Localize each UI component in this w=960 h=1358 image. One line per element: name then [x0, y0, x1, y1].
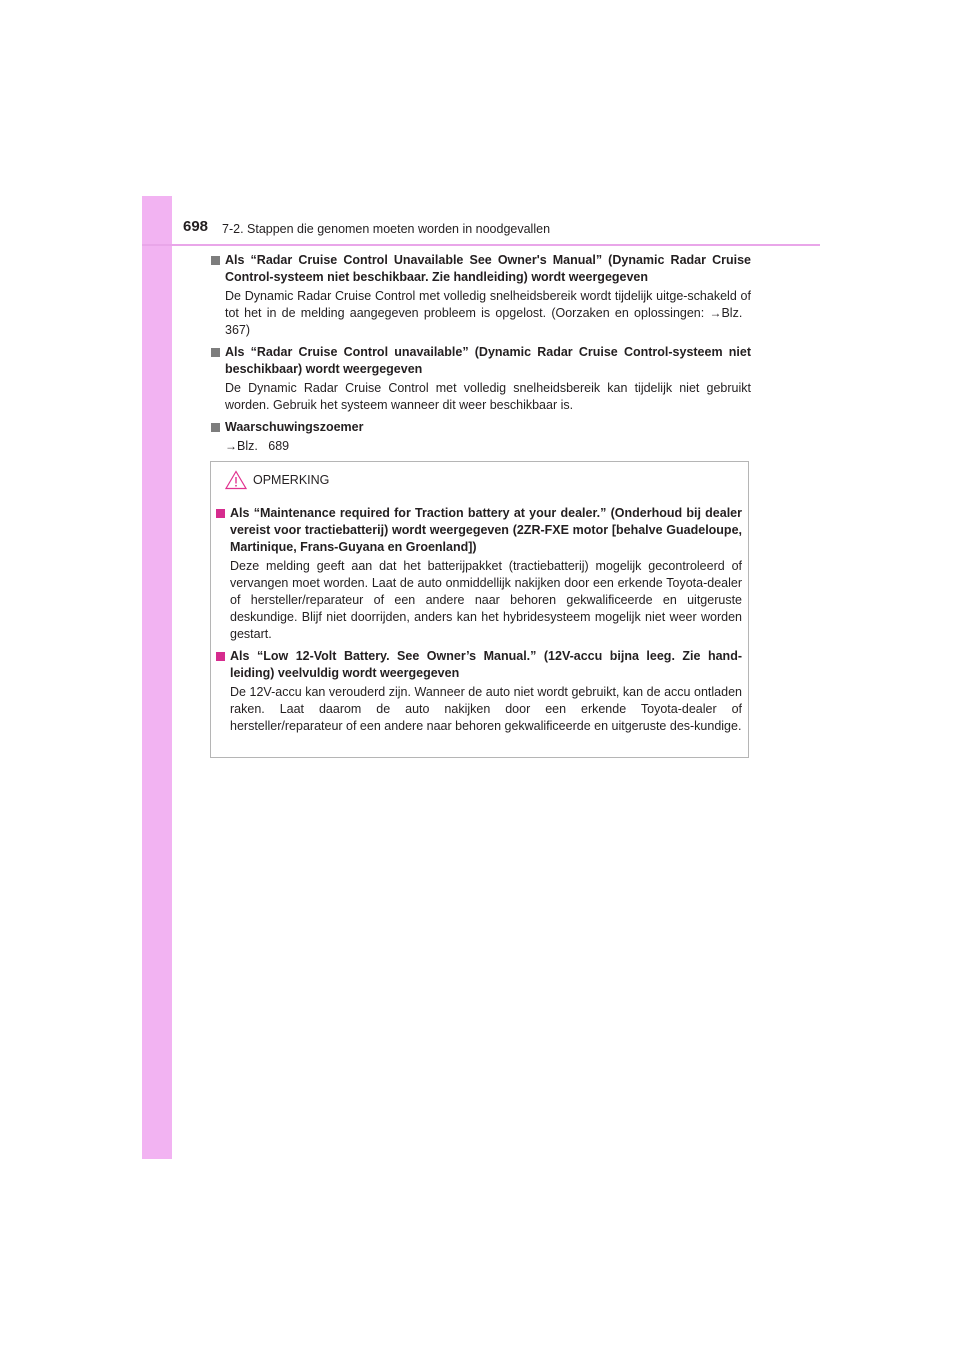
item-heading-text: Als “Maintenance required for Traction battery at your dealer.” (Onderhoud bij dealer vereist voor tractiebatterij) wordt weergegeven (2ZR-FXE motor [behalve Guadeloupe, Martinique, Frans-Guyana en Groenland])	[230, 506, 742, 554]
notice-box	[210, 461, 749, 758]
item-body	[211, 380, 751, 414]
page-reference: Blz. 367)	[225, 306, 751, 337]
item-body	[211, 438, 751, 455]
content-item	[211, 419, 751, 455]
side-color-band	[142, 196, 172, 1159]
item-body-text: De Dynamic Radar Cruise Control met volledig snelheidsbereik kan tijdelijk niet gebruikt worden. Gebruik het systeem wanneer dit weer beschikbaar is.	[225, 381, 751, 412]
warning-triangle-icon	[225, 470, 247, 490]
notice-body	[216, 505, 742, 740]
item-body-text: De 12V-accu kan verouderd zijn. Wanneer de auto niet wordt gebruikt, kan de accu ontladen raken. Laat daarom de auto nakijken door een erkende Toyota-dealer of hersteller/reparateur of een andere naar behoren gekwalificeerde en uitgeruste des-kundige.	[230, 685, 742, 733]
item-heading	[216, 648, 742, 682]
item-body	[216, 558, 742, 643]
content-item	[211, 252, 751, 339]
gray-square-bullet-icon	[211, 256, 220, 265]
item-heading	[211, 252, 751, 286]
gray-square-bullet-icon	[211, 348, 220, 357]
notice-header	[225, 468, 329, 492]
notice-item	[216, 648, 742, 735]
item-heading-text: Waarschuwingszoemer	[225, 420, 364, 434]
header-rule	[142, 244, 820, 246]
item-heading-text: Als “Radar Cruise Control unavailable” (Dynamic Radar Cruise Control-systeem niet beschikbaar) wordt weergegeven	[225, 345, 751, 376]
notice-item	[216, 505, 742, 643]
magenta-square-bullet-icon	[216, 509, 225, 518]
main-content	[211, 252, 751, 460]
item-heading-text: Als “Low 12-Volt Battery. See Owner’s Manual.” (12V-accu bijna leeg. Zie hand-leiding) veelvuldig wordt weergegeven	[230, 649, 742, 680]
item-heading	[211, 344, 751, 378]
content-item	[211, 344, 751, 414]
item-body-text: Deze melding geeft aan dat het batterijpakket (tractiebatterij) mogelijk gecontroleerd of vervangen moet worden. Laat de auto onmiddellijk nakijken door een erkende Toyota-dealer of hersteller/reparateur of een andere naar behoren gekwalificeerde en uitgeruste deskundige. Blijf niet doorrijden, anders kan het hybridesysteem mogelijk niet weer worden gestart.	[230, 559, 742, 641]
page-reference: Blz. 689	[237, 439, 290, 453]
arrow-icon: →	[225, 439, 237, 453]
page-number: 698	[183, 218, 209, 235]
item-body-text: De Dynamic Radar Cruise Control met volledig snelheidsbereik wordt tijdelijk uitge-schakeld of tot het in de melding aangegeven probleem is opgelost. (Oorzaken en oplossingen:	[225, 289, 751, 320]
item-body	[216, 684, 742, 735]
magenta-square-bullet-icon	[216, 652, 225, 661]
notice-label: OPMERKING	[253, 473, 330, 487]
arrow-icon: →	[709, 306, 722, 320]
gray-square-bullet-icon	[211, 423, 220, 432]
item-heading	[211, 419, 751, 436]
item-heading-text: Als “Radar Cruise Control Unavailable See Owner's Manual” (Dynamic Radar Cruise Control-systeem niet beschikbaar. Zie handleiding) wordt weergegeven	[225, 253, 751, 284]
section-title: 7-2. Stappen die genomen moeten worden in noodgevallen	[222, 222, 551, 236]
item-body	[211, 288, 751, 339]
item-heading	[216, 505, 742, 556]
